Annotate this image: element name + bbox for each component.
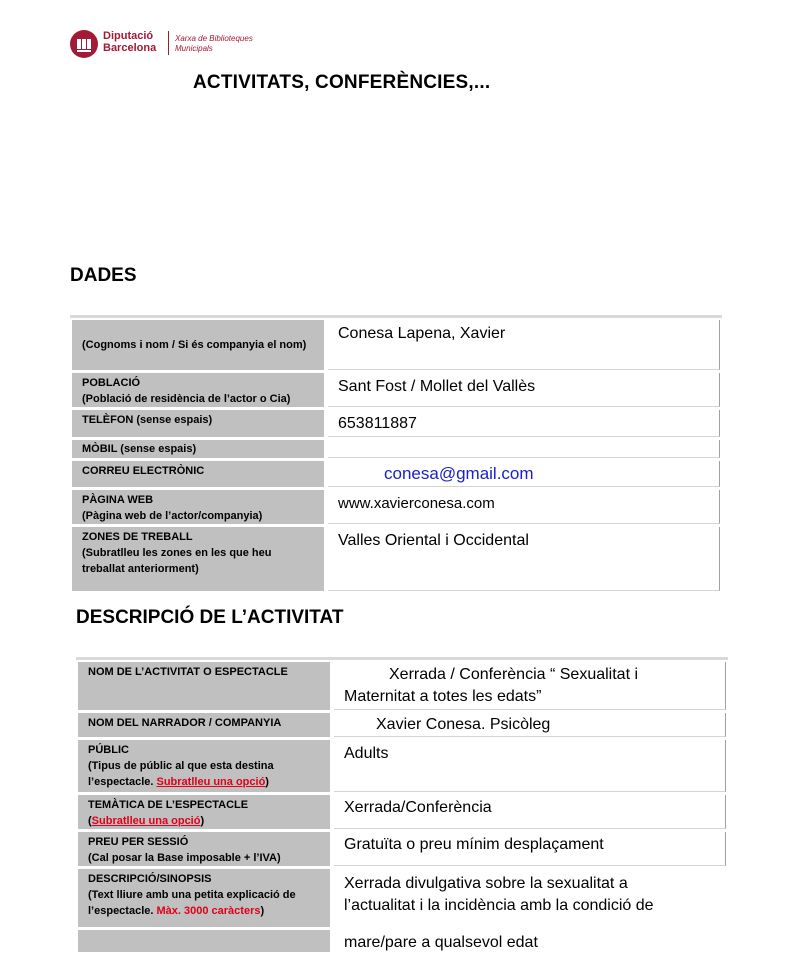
label-preu-sub: (Cal posar la Base imposable + l’IVA) xyxy=(88,852,281,864)
label-preu-title: PREU PER SESSIÓ xyxy=(88,836,189,848)
label-public-red: Subratlleu una opció xyxy=(156,776,266,788)
label-descripcio-sub xyxy=(88,887,322,919)
label-public-sub-text: (Tipus de públic al que esta destina l’espectacle. xyxy=(88,760,274,788)
label-public-sub xyxy=(88,758,322,790)
label-descripcio-sub-text: (Text lliure amb una petita explicació de l’espectacle. xyxy=(88,889,296,917)
label-web xyxy=(72,490,324,524)
label-public-title: PÚBLIC xyxy=(88,744,129,756)
org-line2: Municipals xyxy=(175,44,213,53)
label-tematica-end: ) xyxy=(200,815,205,827)
logo-wordmark xyxy=(103,30,156,54)
label-zones xyxy=(72,527,324,591)
label-mobil: MÒBIL (sense espais) xyxy=(72,440,324,458)
section-heading-dades: DADES xyxy=(70,265,137,286)
label-zones-sub: (Subratlleu les zones en les que heu treballat anteriorment) xyxy=(82,547,272,575)
label-tematica-open: ( xyxy=(88,815,92,827)
field-telefon[interactable]: 653811887 xyxy=(328,410,720,437)
org-line1: Xarxa de Biblioteques xyxy=(175,34,253,43)
field-descripcio-line2: l’actualitat i la incidència amb la condició de xyxy=(344,897,654,914)
field-nom-activitat-line2: Maternitat a totes les edats” xyxy=(344,688,542,705)
label-tematica-sub xyxy=(88,813,322,829)
field-preu[interactable]: Gratuïta o preu mínim desplaçament xyxy=(334,832,726,866)
field-tematica[interactable]: Xerrada/Conferència xyxy=(334,795,726,829)
label-preu xyxy=(78,832,330,866)
field-zones[interactable]: Valles Oriental i Occidental xyxy=(328,527,720,591)
field-mobil[interactable] xyxy=(328,440,720,458)
label-descripcio-title: DESCRIPCIÓ/SINOPSIS xyxy=(88,873,212,885)
label-narrador: NOM DEL NARRADOR / COMPANYIA xyxy=(78,713,330,737)
label-public-end: ) xyxy=(265,776,269,788)
label-nom-activitat: NOM DE L’ACTIVITAT O ESPECTACLE xyxy=(78,662,330,710)
label-telefon: TELÈFON (sense espais) xyxy=(72,410,324,437)
label-tematica-red: Subratlleu una opció xyxy=(91,815,201,827)
label-descripcio-red: Màx. 3000 caràcters xyxy=(156,905,261,917)
field-nom-activitat-line1: Xerrada / Conferència “ Sexualitat i xyxy=(389,666,639,683)
field-poblacio[interactable]: Sant Fost / Mollet del Vallès xyxy=(328,373,720,407)
logo-line1: Diputació xyxy=(103,30,154,42)
label-public xyxy=(78,740,330,792)
field-descripcio-line1: Xerrada divulgativa sobre la sexualitat a xyxy=(344,875,628,892)
field-nom[interactable]: Conesa Lapena, Xavier xyxy=(328,320,720,370)
label-poblacio xyxy=(72,373,324,407)
label-descripcio-end: ) xyxy=(260,905,265,917)
field-web[interactable]: www.xavierconesa.com xyxy=(328,490,720,524)
label-descripcio-continuation xyxy=(78,930,330,952)
field-correu[interactable]: conesa@gmail.com xyxy=(328,461,720,487)
label-zones-title: ZONES DE TREBALL xyxy=(82,531,193,543)
label-poblacio-sub: (Població de residència de l’actor o Cia) xyxy=(82,393,291,405)
org-name xyxy=(175,34,253,54)
diputacio-logo-icon xyxy=(70,30,98,58)
label-tematica-title: TEMÀTICA DE L’ESPECTACLE xyxy=(88,799,249,811)
logo-line2: Barcelona xyxy=(103,42,157,54)
table-top-border-2 xyxy=(76,657,728,660)
label-tematica xyxy=(78,795,330,829)
table-top-border xyxy=(70,315,722,318)
label-poblacio-title: POBLACIÓ xyxy=(82,377,141,389)
document-title: ACTIVITATS, CONFERÈNCIES,... xyxy=(193,72,491,93)
field-public[interactable]: Adults xyxy=(334,740,726,792)
field-narrador[interactable]: Xavier Conesa. Psicòleg xyxy=(334,713,726,737)
label-correu: CORREU ELECTRÒNIC xyxy=(72,461,324,487)
label-nom: (Cognoms i nom / Si és companyia el nom) xyxy=(72,320,324,370)
field-nom-activitat[interactable] xyxy=(334,662,726,710)
logo-divider xyxy=(168,31,169,55)
field-descripcio-line3: mare/pare a qualsevol edat xyxy=(344,934,538,951)
label-web-title: PÀGINA WEB xyxy=(82,494,154,506)
field-descripcio[interactable] xyxy=(334,869,726,964)
section-heading-activitat: DESCRIPCIÓ DE L’ACTIVITAT xyxy=(76,607,344,628)
label-descripcio xyxy=(78,869,330,927)
label-web-sub: (Pàgina web de l’actor/companyia) xyxy=(82,510,263,522)
